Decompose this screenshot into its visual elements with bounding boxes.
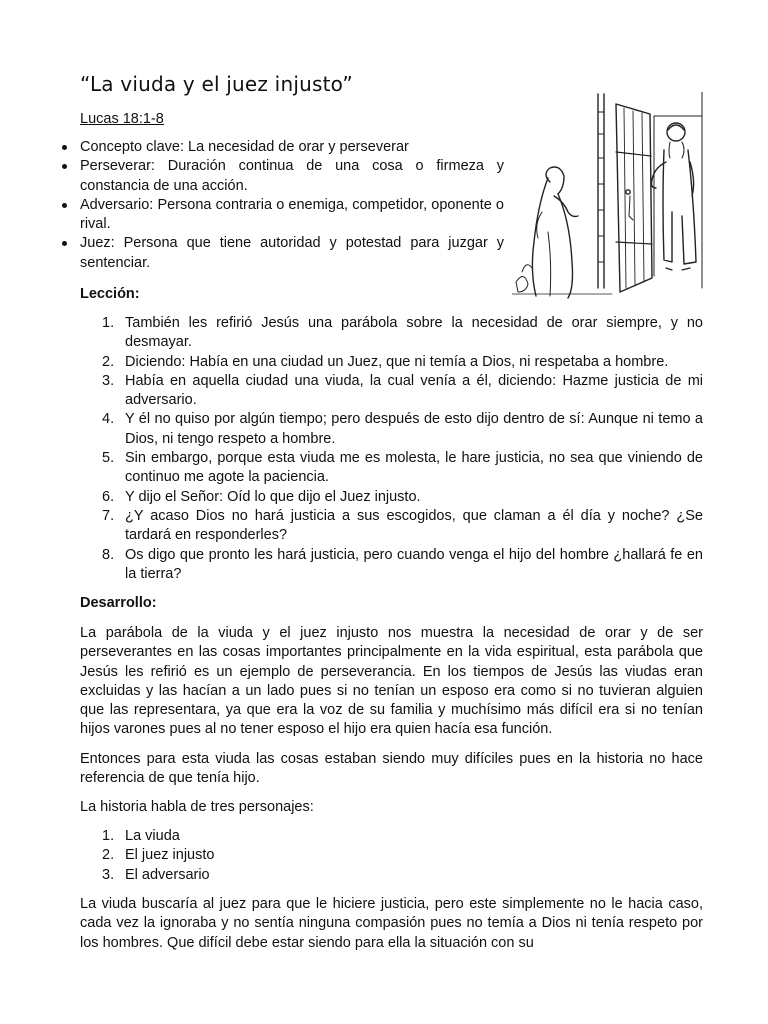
item-number: 2.: [102, 353, 115, 370]
paragraph: La parábola de la viuda y el juez injusto nos muestra la necesidad de orar y de ser perseverantes en las cosas importantes principalmente en la vida espiritual, esta parábola que Jesús les refirió es un ejemplo de perseverancia. En los tiempos de Jesús las viudas eran excluidas y las hacían a un lado pues si no tenían un esposo era como si no tuvieran alguien que las representara, ya que era la voz de su familia y muchísimo más difícil era si no tenían hijos varones pues al no tener esposo el hijo era quien hacía esa función.: [80, 625, 703, 738]
paragraph: Entonces para esta viuda las cosas estaban siendo muy difíciles pues en la historia no hace referencia de que tenía hijo.: [80, 751, 703, 787]
list-item: [102, 827, 703, 846]
list-item: Adversario: Persona contraria o enemiga, competidor, oponente o rival.: [80, 196, 504, 235]
list-item: Concepto clave: La necesidad de orar y perseverar: [80, 138, 504, 157]
list-item: [102, 314, 703, 353]
concept-list: [80, 138, 504, 273]
item-text: Había en aquella ciudad una viuda, la cual venía a él, diciendo: Hazme justicia de mi adversario.: [125, 372, 703, 409]
item-number: 2.: [102, 847, 115, 864]
item-text: También les refirió Jesús una parábola sobre la necesidad de orar siempre, y no desmayar.: [125, 315, 703, 351]
item-text: Diciendo: Había en una ciudad un Juez, que ni temía a Dios, ni respetaba a hombre.: [125, 353, 669, 370]
item-number: 1.: [102, 828, 115, 844]
item-text: Y dijo el Señor: Oíd lo que dijo el Juez injusto.: [125, 488, 421, 505]
item-text: La viuda: [125, 828, 180, 844]
item-text: Sin embargo, porque esta viuda me es molesta, le hare justicia, no sea que viniendo de continuo me agote la paciencia.: [125, 450, 703, 486]
list-item: [102, 507, 703, 546]
lesson-list: [102, 314, 703, 584]
scripture-reference: Lucas 18:1-8: [80, 111, 164, 127]
list-item: [102, 866, 703, 885]
lesson-heading: Lección:: [80, 286, 140, 302]
list-item: [102, 410, 703, 449]
item-number: 5.: [102, 450, 115, 467]
item-number: 8.: [102, 546, 115, 563]
item-number: 6.: [102, 488, 115, 505]
item-number: 3.: [102, 866, 115, 883]
list-item: [102, 488, 703, 507]
item-number: 7.: [102, 507, 115, 524]
list-item: [102, 353, 703, 372]
list-item: [102, 372, 703, 411]
list-item: [102, 846, 703, 865]
item-text: Os digo que pronto les hará justicia, pero cuando venga el hijo del hombre ¿hallará fe en la tierra?: [125, 546, 703, 582]
widow-and-judge-illustration: [512, 92, 704, 300]
list-item: [102, 546, 703, 585]
paragraph: La historia habla de tres personajes:: [80, 799, 314, 815]
item-text: ¿Y acaso Dios no hará justicia a sus escogidos, que claman a él día y noche? ¿Se tardará en responderles?: [125, 507, 703, 544]
item-text: Y él no quiso por algún tiempo; pero después de esto dijo dentro de sí: Aunque ni temo a Dios, ni tengo respeto a hombre.: [125, 411, 703, 447]
item-number: 4.: [102, 411, 115, 428]
item-number: 3.: [102, 372, 115, 389]
item-text: El adversario: [125, 866, 210, 883]
characters-list: [102, 827, 703, 885]
development-heading: Desarrollo:: [80, 595, 157, 611]
list-item: Juez: Persona que tiene autoridad y potestad para juzgar y sentenciar.: [80, 234, 504, 273]
list-item: [102, 449, 703, 488]
item-number: 1.: [102, 315, 115, 331]
page-title: “La viuda y el juez injusto”: [80, 72, 353, 96]
paragraph: La viuda buscaría al juez para que le hiciere justicia, pero este simplemente no le hacia caso, cada vez la ignoraba y no sentía ninguna compasión pues no temía a Dios ni tenía respeto por los hombres. Que difícil debe estar siendo para ella la situación con su: [80, 896, 703, 951]
item-text: El juez injusto: [125, 847, 215, 864]
list-item: Perseverar: Duración continua de una cosa o firmeza y constancia de una acción.: [80, 157, 504, 196]
